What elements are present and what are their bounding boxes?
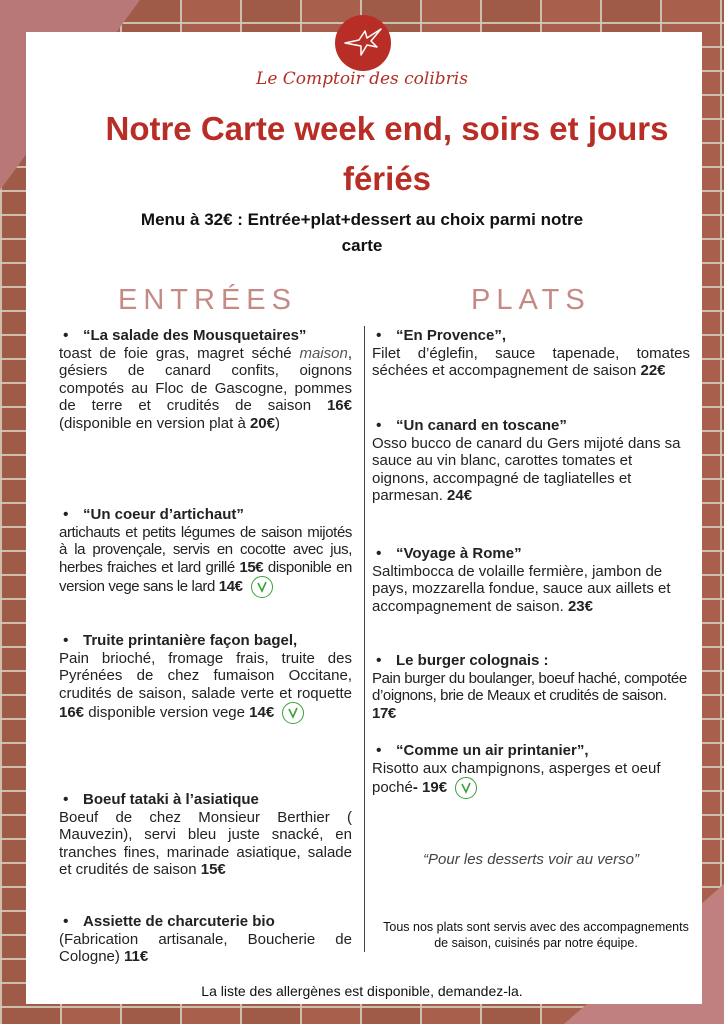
item-name: “Un canard en toscane” [396, 417, 567, 434]
item-name: Assiette de charcuterie bio [83, 913, 275, 930]
item-description: Pain burger du boulanger, boeuf haché, compotée d’oignons, brie de Meaux et crudités de saison. [372, 669, 687, 704]
item-price: 15€ [239, 558, 264, 576]
item-description: (Fabrication artisanale, Boucherie de Cologne) [59, 930, 352, 965]
item-description: Saltimbocca de volaille fermière, jambon de pays, mozzarella fondue, sauce aux aillets et accompagnement de saison. [372, 562, 671, 615]
item-extra: ) [274, 414, 280, 432]
allergens-footer: La liste des allergènes est disponible, demandez-la. [201, 983, 523, 999]
logo-hummingbird-icon [335, 15, 391, 71]
item-price: 17€ [372, 704, 396, 722]
plats-note: Tous nos plats sont servis avec des accompagnements de saison, cuisinés par notre équipe. [383, 920, 689, 950]
desserts-note: “Pour les desserts voir au verso” [423, 851, 639, 868]
entree-item: • Assiette de charcuterie bio (Fabrication artisanale, Boucherie de Cologne) 11€ [59, 913, 352, 965]
plat-item: • “En Provence”, Filet d’églefin, sauce tapenade, tomates séchées et accompagnement de saison 22€ [372, 327, 690, 379]
item-description: Risotto aux champignons, asperges et oeuf poché [372, 759, 661, 796]
page-title: Notre Carte week end, soirs et jours fériés [105, 110, 669, 197]
entree-item: • Boeuf tataki à l’asiatique Boeuf de chez Monsieur Berthier ( Mauvezin), servi bleu juste snacké, en tranches fines, marinade asiatique, salade et crudités de saison 15€ [59, 791, 352, 878]
item-price: 11€ [124, 948, 149, 965]
item-price: 24€ [447, 487, 473, 504]
item-price-alt: 14€ [218, 577, 243, 595]
item-description-emphasis: maison [299, 344, 348, 362]
plat-item: • “Comme un air printanier”, Risotto aux champignons, asperges et oeuf poché- 19€ [372, 742, 690, 799]
item-name: Le burger colognais : [396, 652, 549, 669]
item-extra: disponible en version vege sans le lard [59, 558, 352, 595]
plat-item: • Le burger colognais : Pain burger du boulanger, boeuf haché, compotée d’oignons, brie de Meaux et crudités de saison. 17€ [372, 652, 690, 722]
item-extra: disponible version vege [84, 703, 250, 721]
vegan-icon [455, 777, 477, 799]
item-description: Boeuf de chez Monsieur Berthier ( Mauvezin), servi bleu juste snacké, en tranches fines, marinade asiatique, salade et crudités de saison [59, 808, 352, 878]
item-price-alt: 14€ [249, 703, 275, 721]
item-description: Pain brioché, fromage frais, truite des Pyrénées de chez fumaison Occitane, crudités de saison, salade verte et roquette [59, 649, 352, 702]
item-name: Boeuf tataki à l’asiatique [83, 791, 259, 808]
item-name: “En Provence”, [396, 327, 507, 344]
vegan-icon [282, 702, 304, 724]
item-name: “Un coeur d’artichaut” [83, 506, 244, 523]
entrees-heading: ENTRÉES [118, 284, 297, 316]
menu-price-subtitle: Menu à 32€ : Entrée+plat+dessert au choix parmi notre carte [140, 210, 584, 255]
item-price: 16€ [326, 397, 352, 414]
item-extra: (disponible en version plat à [59, 414, 250, 432]
plat-item: • “Voyage à Rome” Saltimbocca de volaille fermière, jambon de pays, mozzarella fondue, sauce aux aillets et accompagnement de saison. 23€ [372, 545, 690, 615]
vegan-icon [251, 576, 273, 598]
item-price: 16€ [59, 703, 85, 721]
item-description: , gésiers de canard confits, oignons compotés au Floc de Gascogne, pommes de terre et crudités de saison [59, 344, 352, 414]
item-price: 15€ [200, 861, 226, 878]
plats-heading: PLATS [471, 284, 591, 316]
item-description: artichauts et petits légumes de saison mijotés à la provençale, servis en cocotte avec jus, herbes fraiches et lard grillé [59, 523, 352, 576]
column-divider [364, 326, 365, 952]
brand-name: Le Comptoir des colibris [256, 69, 468, 89]
item-description: toast de foie gras, magret séché [59, 344, 300, 362]
item-name: “Comme un air printanier”, [396, 742, 589, 759]
item-price: 22€ [640, 362, 666, 379]
item-name: “La salade des Mousquetaires” [83, 327, 307, 344]
item-name: “Voyage à Rome” [396, 545, 522, 562]
item-price: - 19€ [412, 778, 448, 796]
item-name: Truite printanière façon bagel, [83, 632, 298, 649]
entree-item: • “La salade des Mousquetaires” toast de foie gras, magret séché maison, gésiers de canard confits, oignons compotés au Floc de Gascogne, pommes de terre et crudités de saison 16€ (disponible en version plat à 20€) [59, 327, 352, 432]
item-description: Osso bucco de canard du Gers mijoté dans sa sauce au vin blanc, carottes tomates et oignons, accompagné de tagliatelles et parmesan. [372, 434, 681, 504]
entree-item: • Truite printanière façon bagel, Pain brioché, fromage frais, truite des Pyrénées de chez fumaison Occitane, crudités de saison, salade verte et roquette 16€ disponible version vege 14€ [59, 632, 352, 724]
item-description: Filet d’églefin, sauce tapenade, tomates séchées et accompagnement de saison [372, 344, 690, 379]
plat-item: • “Un canard en toscane” Osso bucco de canard du Gers mijoté dans sa sauce au vin blanc, carottes tomates et oignons, accompagné de tagliatelles et parmesan. 24€ [372, 417, 690, 505]
entree-item: • “Un coeur d’artichaut” artichauts et petits légumes de saison mijotés à la provençale, servis en cocotte avec jus, herbes fraiches et lard grillé 15€ disponible en version vege sans le lard 14€ [59, 506, 352, 598]
item-price-alt: 20€ [249, 414, 275, 432]
item-price: 23€ [567, 597, 593, 615]
